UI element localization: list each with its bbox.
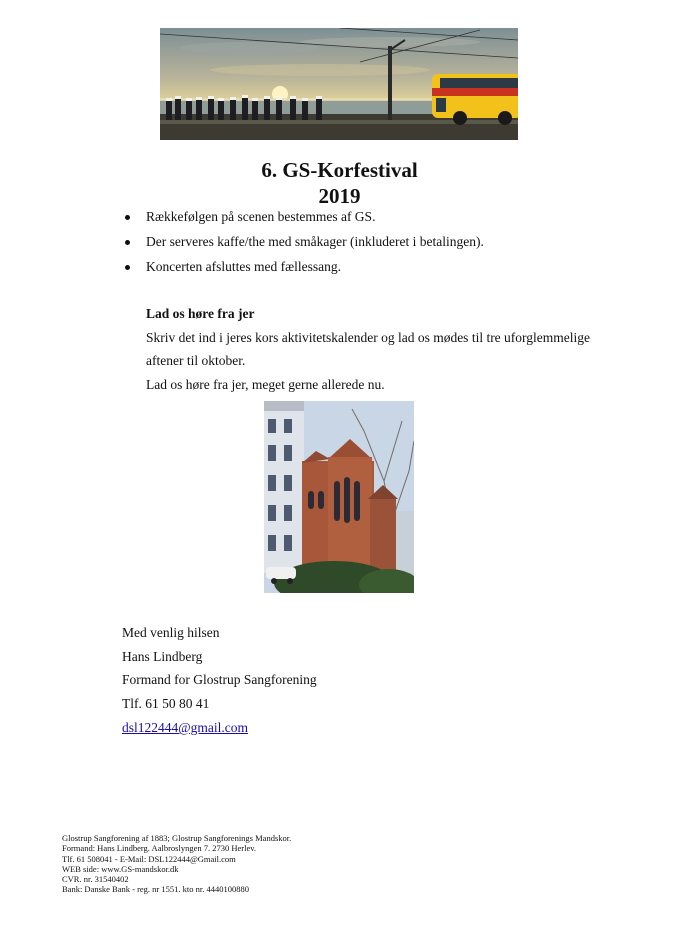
list-item-text: Der serveres kaffe/the med småkager (inkluderet i betalingen).: [146, 234, 484, 249]
document-year: 2019: [318, 184, 361, 208]
footer-line: Glostrup Sangforening af 1883; Glostrup Sangforenings Mandskor.: [62, 833, 292, 843]
body-text-line: Lad os høre fra jer, meget gerne allerede nu.: [146, 377, 385, 392]
bullet-icon: [125, 215, 130, 220]
footer-line: Formand: Hans Lindberg. Aalbroslyngen 7. 2730 Herlev.: [62, 843, 257, 854]
document-title: 6. GS-Korfestival: [261, 158, 418, 182]
footer-line: Tlf. 61 508041 - E-Mail: DSL122444@Gmail.com: [62, 853, 236, 864]
signature-role: Formand for Glostrup Sangforening: [122, 672, 317, 687]
list-item: [122, 256, 484, 281]
info-list: [122, 206, 484, 281]
footer-line: Bank: Danske Bank - reg. nr 1551. kto nr. 4440100880: [62, 884, 249, 895]
signature-name: Hans Lindberg: [122, 649, 203, 664]
footer-line: CVR. nr. 31540402: [62, 874, 129, 885]
signature-greeting: Med venlig hilsen: [122, 625, 220, 640]
section-heading: Lad os høre fra jer: [146, 306, 255, 321]
list-item-text: Koncerten afsluttes med fællessang.: [146, 259, 341, 274]
bullet-icon: [125, 240, 130, 245]
signature-phone: Tlf. 61 50 80 41: [122, 696, 210, 711]
footer: [62, 833, 291, 895]
list-item: [122, 231, 484, 256]
list-item-text: Rækkefølgen på scenen bestemmes af GS.: [146, 209, 376, 224]
body-text-line: Skriv det ind i jeres kors aktivitetskalender og lad os mødes til tre uforglemmelige: [146, 330, 591, 345]
church-photo: [264, 401, 414, 593]
list-item: [122, 206, 484, 231]
email-link[interactable]: dsl122444@gmail.com: [122, 720, 249, 735]
banner-image: [160, 28, 518, 140]
bullet-icon: [125, 265, 130, 270]
body-text-line: aftener til oktober.: [146, 353, 246, 368]
footer-line: WEB side: www.GS-mandskor.dk: [62, 863, 179, 874]
